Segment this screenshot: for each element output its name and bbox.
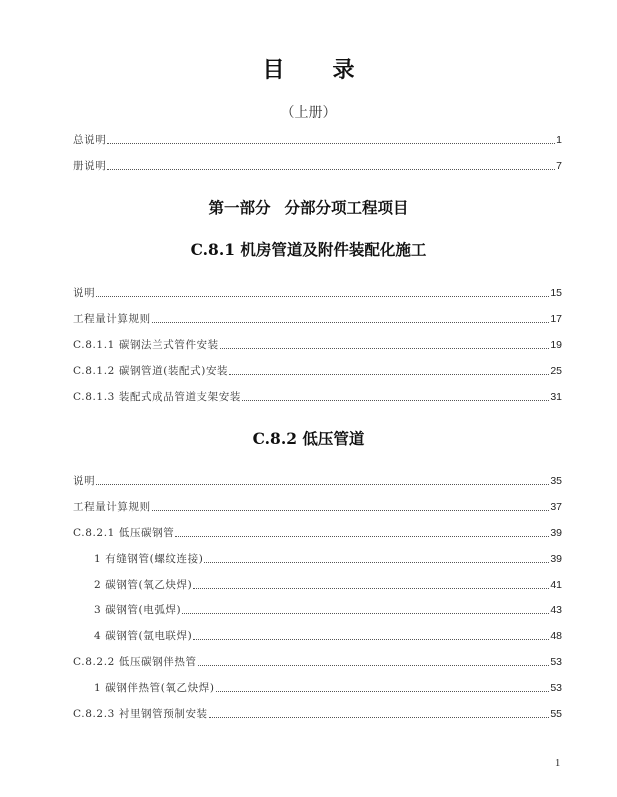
toc-entry[interactable] bbox=[73, 705, 562, 721]
toc-entry-label: 说明 bbox=[73, 475, 96, 487]
toc-entry-label: 工程量计算规则 bbox=[73, 501, 151, 513]
toc-entry-label: 4 碳钢管(氩电联焊) bbox=[94, 630, 193, 642]
toc-subentry[interactable] bbox=[94, 679, 562, 695]
toc-entry-label: C.8.1.1 碳钢法兰式管件安装 bbox=[73, 339, 219, 351]
toc-entry-page: 48 bbox=[550, 630, 562, 642]
part-heading-right: 分部分项工程项目 bbox=[284, 198, 409, 217]
dot-leader bbox=[107, 142, 555, 144]
toc-entry[interactable] bbox=[73, 362, 562, 378]
toc-entry-label: C.8.1.3 装配式成品管道支架安装 bbox=[73, 391, 241, 403]
toc-entry-label: 总说明 bbox=[73, 134, 107, 146]
dot-leader bbox=[242, 399, 549, 401]
toc-subentry[interactable] bbox=[94, 550, 562, 566]
toc-entry[interactable] bbox=[73, 524, 562, 540]
toc-entry-page: 39 bbox=[550, 527, 562, 539]
toc-entry-label: C.8.2.2 低压碳钢伴热管 bbox=[73, 656, 197, 668]
toc-subentry[interactable] bbox=[94, 601, 562, 617]
toc-entry-page: 39 bbox=[550, 553, 562, 565]
toc-entry-label: 说明 bbox=[73, 287, 96, 299]
section-heading-c82: C.8.2 低压管道 bbox=[252, 429, 365, 448]
toc-title-left: 目 bbox=[262, 57, 285, 83]
toc-title-right: 录 bbox=[332, 57, 355, 83]
toc-entry[interactable] bbox=[73, 472, 562, 488]
section-heading-c81: C.8.1 机房管道及附件装配化施工 bbox=[190, 240, 427, 259]
toc-entry[interactable] bbox=[73, 310, 562, 326]
toc-entry-page: 17 bbox=[550, 313, 562, 325]
toc-entry-page: 25 bbox=[550, 365, 562, 377]
toc-entry-label: C.8.2.1 低压碳钢管 bbox=[73, 527, 175, 539]
toc-subentry[interactable] bbox=[94, 627, 562, 643]
toc-entry-page: 19 bbox=[550, 339, 562, 351]
toc-title bbox=[0, 53, 617, 84]
toc-entry-page: 37 bbox=[550, 501, 562, 513]
toc-entry-page: 53 bbox=[550, 682, 562, 694]
toc-entry[interactable] bbox=[73, 336, 562, 352]
toc-entry-volume-notes[interactable] bbox=[73, 157, 562, 173]
toc-entry-page: 55 bbox=[550, 708, 562, 720]
dot-leader bbox=[96, 295, 549, 297]
dot-leader bbox=[152, 321, 550, 323]
toc-entry-label: 工程量计算规则 bbox=[73, 313, 151, 325]
dot-leader bbox=[229, 373, 549, 375]
dot-leader bbox=[193, 587, 549, 589]
toc-entry[interactable] bbox=[73, 498, 562, 514]
dot-leader bbox=[204, 561, 549, 563]
page-number: 1 bbox=[555, 758, 561, 769]
toc-entry-page: 1 bbox=[556, 134, 562, 146]
toc-entry-general-notes[interactable] bbox=[73, 131, 562, 147]
dot-leader bbox=[175, 535, 549, 537]
dot-leader bbox=[193, 638, 549, 640]
volume-subtitle: （上册） bbox=[280, 105, 337, 121]
toc-entry-page: 53 bbox=[550, 656, 562, 668]
toc-entry-label: 3 碳钢管(电弧焊) bbox=[94, 604, 182, 616]
toc-entry-label: 1 有缝钢管(螺纹连接) bbox=[94, 553, 204, 565]
dot-leader bbox=[216, 690, 550, 692]
toc-entry[interactable] bbox=[73, 388, 562, 404]
dot-leader bbox=[198, 664, 550, 666]
dot-leader bbox=[220, 347, 550, 349]
toc-entry-page: 31 bbox=[550, 391, 562, 403]
toc-entry-page: 41 bbox=[550, 579, 562, 591]
dot-leader bbox=[152, 509, 550, 511]
toc-entry-label: 2 碳钢管(氧乙炔焊) bbox=[94, 579, 193, 591]
toc-entry-page: 35 bbox=[550, 475, 562, 487]
part-heading-left: 第一部分 bbox=[208, 198, 271, 217]
part-heading bbox=[0, 196, 617, 218]
toc-entry[interactable] bbox=[73, 284, 562, 300]
dot-leader bbox=[209, 716, 550, 718]
toc-subentry[interactable] bbox=[94, 576, 562, 592]
dot-leader bbox=[96, 483, 549, 485]
toc-entry-page: 43 bbox=[550, 604, 562, 616]
toc-entry-page: 15 bbox=[550, 287, 562, 299]
toc-entry-label: 册说明 bbox=[73, 160, 107, 172]
toc-entry-page: 7 bbox=[556, 160, 562, 172]
toc-entry-label: C.8.2.3 衬里钢管预制安装 bbox=[73, 708, 208, 720]
dot-leader bbox=[182, 612, 549, 614]
toc-entry-label: C.8.1.2 碳钢管道(装配式)安装 bbox=[73, 365, 229, 377]
toc-entry-label: 1 碳钢伴热管(氧乙炔焊) bbox=[94, 682, 215, 694]
toc-entry[interactable] bbox=[73, 653, 562, 669]
dot-leader bbox=[107, 168, 555, 170]
